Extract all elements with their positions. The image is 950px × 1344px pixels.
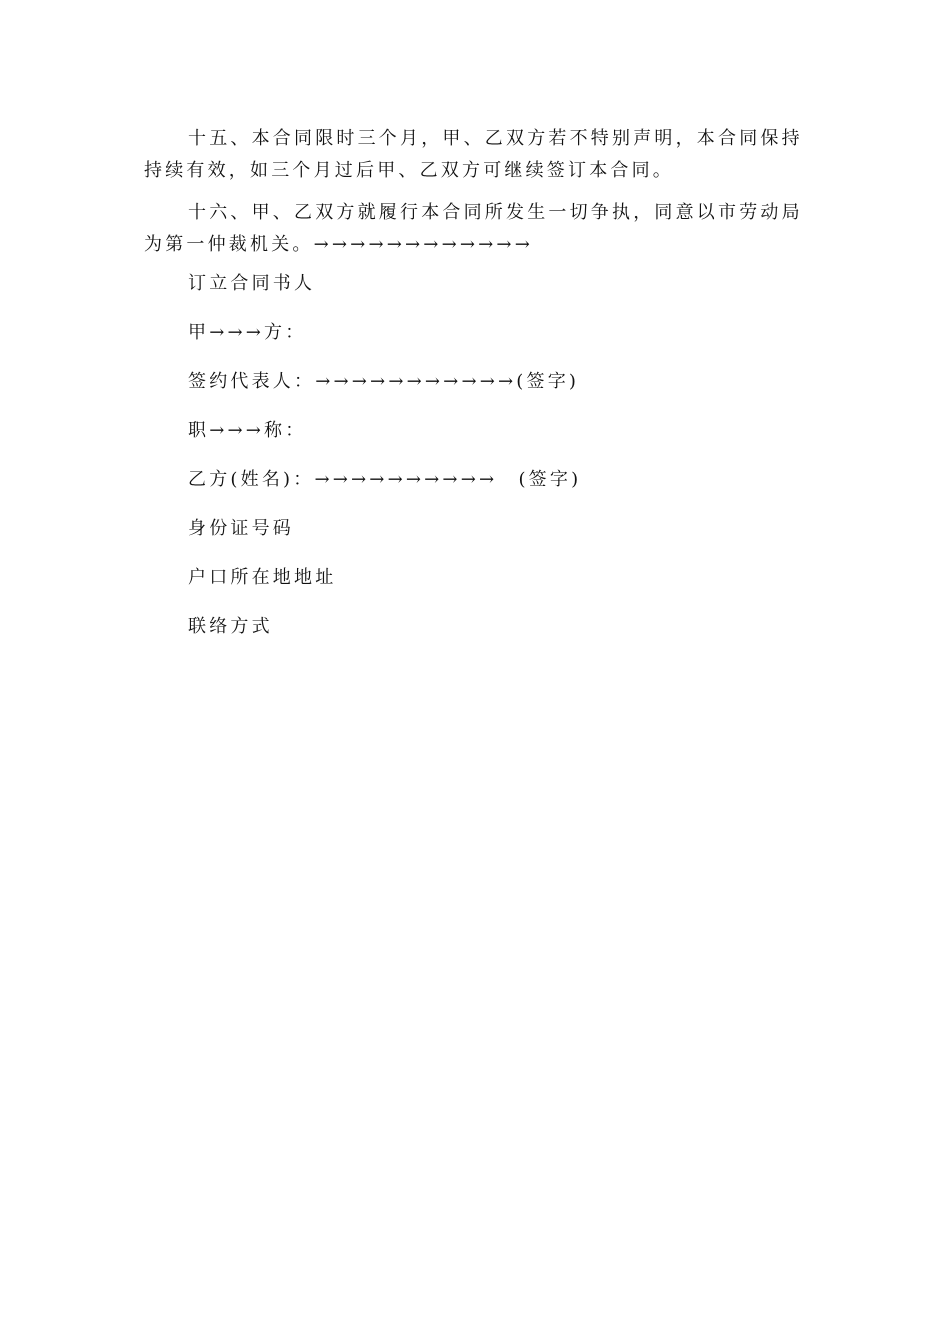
household-address-line: 户口所在地地址 [188, 567, 337, 588]
party-b-name-line: 乙方(姓名)：→→→→→→→→→→ (签字) [188, 469, 582, 490]
clause-16-paragraph: 十六、甲、乙双方就履行本合同所发生一切争执，同意以市劳动局为第一仲裁机关。→→→→→→→→→→→→ [144, 202, 803, 255]
party-a-line: 甲→→→方： [188, 322, 307, 343]
clause-15-paragraph: 十五、本合同限时三个月，甲、乙双方若不特别声明，本合同保持持续有效，如三个月过后甲、乙双方可继续签订本合同。 [144, 128, 803, 181]
representative-signature-line: 签约代表人：→→→→→→→→→→→(签字) [188, 371, 580, 392]
contract-signatories-heading: 订立合同书人 [188, 273, 316, 294]
contact-method-line: 联络方式 [188, 616, 273, 637]
id-number-line: 身份证号码 [188, 518, 294, 539]
job-title-line: 职→→→称： [188, 420, 307, 441]
